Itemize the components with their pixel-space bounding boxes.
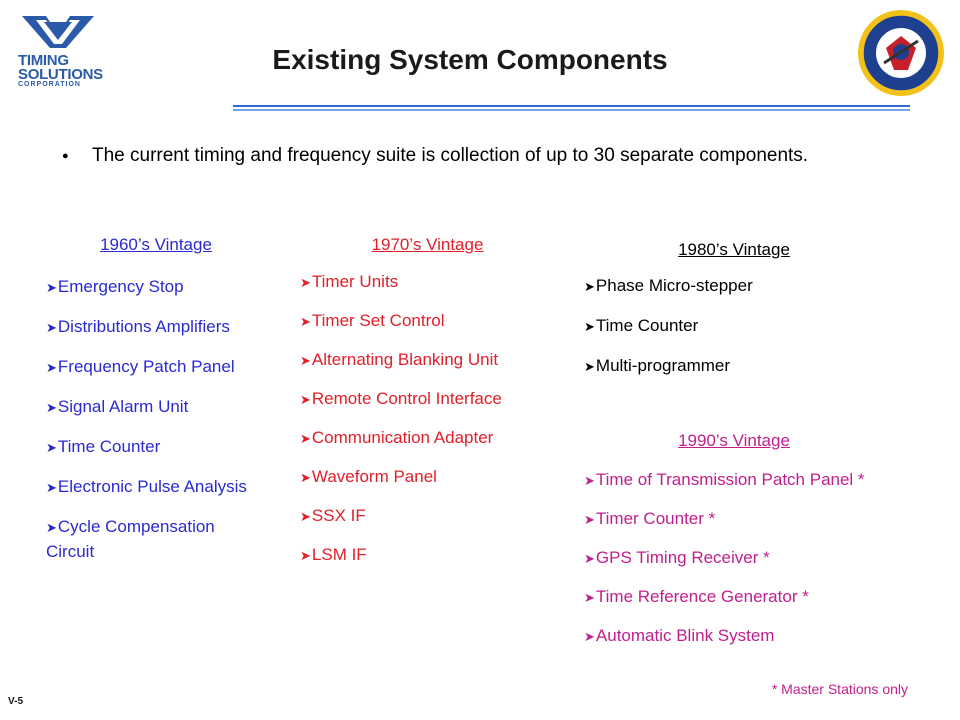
list-item-text: Remote Control Interface [311,389,502,408]
list-item-text: Alternating Blanking Unit [311,350,499,369]
arrow-bullet-icon: ➤ [300,548,311,563]
list-item [300,428,555,449]
column-heading-1990s: 1990’s Vintage [678,431,790,450]
list-item [584,356,884,377]
list-item-text: Timer Units [311,272,399,291]
slide-title: Existing System Components [272,44,668,75]
list-item-text: SSX IF [311,506,366,525]
list-item-text: Time Counter [57,437,161,456]
column-1970s [300,235,555,584]
list-item [300,350,555,371]
list-item [584,546,884,571]
page-number: V-5 [8,696,24,707]
list-item-text: GPS Timing Receiver * [595,548,770,567]
arrow-bullet-icon: ➤ [584,359,595,374]
list-item [584,507,884,532]
list-item [300,311,555,332]
list-item-text: Emergency Stop [57,277,184,296]
footnote: * Master Stations only [771,681,908,697]
arrow-bullet-icon: ➤ [584,590,595,605]
arrow-bullet-icon: ➤ [584,279,595,294]
column-1990s [584,431,884,663]
logo-word-solutions: SOLUTIONS [18,66,103,83]
list-item [584,585,884,610]
list-item [300,272,555,293]
list-item [46,395,266,420]
list-item-text: Phase Micro-stepper [595,276,753,295]
column-1980s [584,240,884,396]
arrow-bullet-icon: ➤ [300,392,311,407]
list-item [46,515,266,564]
list-item [300,545,555,566]
bullet-dot-icon: ● [62,150,69,162]
list-item-text: Time Reference Generator * [595,587,809,606]
arrow-bullet-icon: ➤ [584,319,595,334]
arrow-bullet-icon: ➤ [46,520,57,535]
arrow-bullet-icon: ➤ [300,314,311,329]
arrow-bullet-icon: ➤ [300,431,311,446]
list-item-text: Frequency Patch Panel [57,357,235,376]
arrow-bullet-icon: ➤ [300,353,311,368]
list-item-text: Time of Transmission Patch Panel * [595,470,865,489]
list-item [46,475,266,500]
list-1960s [46,275,266,564]
arrow-bullet-icon: ➤ [46,320,57,335]
arrow-bullet-icon: ➤ [46,360,57,375]
list-item-text: Signal Alarm Unit [57,397,189,416]
column-heading-1970s: 1970’s Vintage [371,235,484,254]
intro-bullet-text: The current timing and frequency suite is collection of up to 30 separate components. [92,145,809,166]
intro-bullet [58,144,858,168]
logo-word-timing: TIMING [18,52,69,69]
list-item [46,435,266,460]
list-item [46,315,266,340]
list-item-text: Waveform Panel [311,467,437,486]
list-1970s [300,272,555,566]
list-item [584,624,884,649]
logo-word-corporation: CORPORATION [18,81,81,88]
list-item-text: Automatic Blink System [595,626,775,645]
arrow-bullet-icon: ➤ [300,275,311,290]
list-item-text: Cycle Compensation Circuit [46,517,215,561]
list-item [300,389,555,410]
list-item [584,276,884,297]
arrow-bullet-icon: ➤ [584,473,595,488]
column-heading-1960s: 1960’s Vintage [100,235,212,254]
arrow-bullet-icon: ➤ [46,280,57,295]
list-item-text: Time Counter [595,316,699,335]
list-item [584,316,884,337]
list-item [300,506,555,527]
list-item-text: Timer Counter * [595,509,716,528]
list-1990s [584,468,884,649]
arrow-bullet-icon: ➤ [584,629,595,644]
list-item [300,467,555,488]
arrow-bullet-icon: ➤ [300,470,311,485]
arrow-bullet-icon: ➤ [46,440,57,455]
list-item [46,355,266,380]
column-heading-1980s: 1980’s Vintage [678,240,790,259]
list-item-text: Distributions Amplifiers [57,317,230,336]
list-item [584,468,884,493]
list-item [46,275,266,300]
list-item-text: LSM IF [311,545,367,564]
list-item-text: Electronic Pulse Analysis [57,477,247,496]
column-1960s [46,235,266,579]
arrow-bullet-icon: ➤ [46,400,57,415]
title-underline-secondary [233,109,910,111]
list-item-text: Communication Adapter [311,428,494,447]
arrow-bullet-icon: ➤ [300,509,311,524]
arrow-bullet-icon: ➤ [584,512,595,527]
list-item-text: Multi-programmer [595,356,731,375]
title-underline [233,105,910,107]
list-item-text: Timer Set Control [311,311,445,330]
list-1980s [584,276,884,377]
arrow-bullet-icon: ➤ [46,480,57,495]
arrow-bullet-icon: ➤ [584,551,595,566]
